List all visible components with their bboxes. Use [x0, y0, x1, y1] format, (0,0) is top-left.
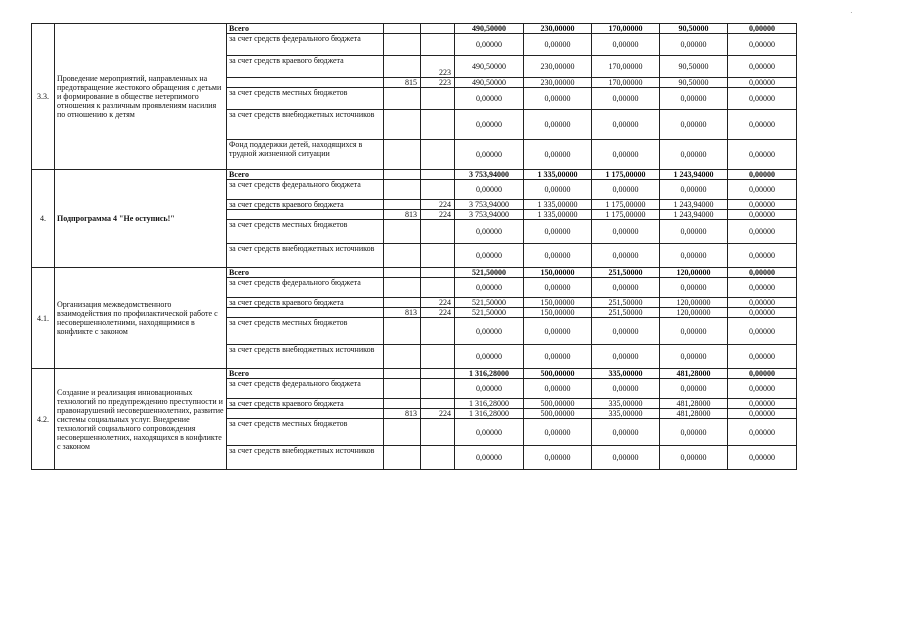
funding-source: Фонд поддержки детей, находящихся в трудной жизненной ситуации [227, 140, 384, 170]
funding-source: за счет средств краевого бюджета [227, 56, 384, 78]
amount-cell: 0,00000 [728, 170, 797, 180]
table-row [32, 369, 797, 379]
funding-source: Всего [227, 24, 384, 34]
grbs-code [384, 110, 421, 140]
funding-source: за счет средств внебюджетных источников [227, 345, 384, 369]
amount-cell: 0,00000 [455, 345, 524, 369]
grbs-code [384, 244, 421, 268]
grbs-code [384, 180, 421, 200]
funding-source: за счет средств краевого бюджета [227, 298, 384, 308]
row-index: 4. [32, 170, 55, 268]
amount-cell: 1 316,28000 [455, 399, 524, 409]
grbs-code [384, 140, 421, 170]
amount-cell: 0,00000 [660, 220, 728, 244]
amount-cell: 0,00000 [728, 210, 797, 220]
budget-sheet [31, 23, 797, 470]
amount-cell: 120,00000 [660, 298, 728, 308]
funding-source: Всего [227, 369, 384, 379]
amount-cell: 0,00000 [524, 220, 592, 244]
grbs-code [384, 419, 421, 446]
row-index: 4.2. [32, 369, 55, 470]
amount-cell: 1 316,28000 [455, 369, 524, 379]
amount-cell: 230,00000 [524, 24, 592, 34]
amount-cell: 0,00000 [660, 345, 728, 369]
activity-name: Создание и реализация инновационных технологий по предупреждению преступности и правонарушений несовершеннолетних, развитие системы социальных услуг. Внедрение технологий социального сопровождения несовершеннолетних, находящихся в конфликте с законом [55, 369, 227, 470]
funding-source: за счет средств внебюджетных источников [227, 244, 384, 268]
amount-cell: 251,50000 [592, 308, 660, 318]
amount-cell: 0,00000 [728, 24, 797, 34]
amount-cell: 0,00000 [728, 446, 797, 470]
amount-cell: 335,00000 [592, 369, 660, 379]
amount-cell: 0,00000 [592, 88, 660, 110]
amount-cell: 0,00000 [728, 140, 797, 170]
amount-cell: 0,00000 [455, 140, 524, 170]
amount-cell: 0,00000 [455, 419, 524, 446]
amount-cell: 0,00000 [728, 180, 797, 200]
funding-source [227, 210, 384, 220]
amount-cell: 0,00000 [524, 110, 592, 140]
amount-cell: 150,00000 [524, 308, 592, 318]
amount-cell: 490,50000 [455, 78, 524, 88]
amount-cell: 0,00000 [524, 140, 592, 170]
funding-source: за счет средств местных бюджетов [227, 220, 384, 244]
amount-cell: 0,00000 [455, 34, 524, 56]
amount-cell: 1 316,28000 [455, 409, 524, 419]
corner-mark: · [850, 8, 853, 17]
amount-cell: 481,28000 [660, 409, 728, 419]
amount-cell: 1 175,00000 [592, 210, 660, 220]
amount-cell: 0,00000 [660, 110, 728, 140]
amount-cell: 0,00000 [592, 220, 660, 244]
amount-cell: 0,00000 [728, 278, 797, 298]
funding-source: за счет средств местных бюджетов [227, 318, 384, 345]
activity-name: Проведение мероприятий, направленных на предотвращение жестокого обращения с детьми и формирование в обществе нетерпимого отношения к различным проявлениям насилия по отношению к детям [55, 24, 227, 170]
amount-cell: 490,50000 [455, 56, 524, 78]
section-code [421, 268, 455, 278]
amount-cell: 0,00000 [728, 308, 797, 318]
grbs-code [384, 24, 421, 34]
section-code [421, 446, 455, 470]
amount-cell: 0,00000 [524, 88, 592, 110]
amount-cell: 0,00000 [592, 180, 660, 200]
amount-cell: 90,50000 [660, 24, 728, 34]
amount-cell: 170,00000 [592, 24, 660, 34]
amount-cell: 251,50000 [592, 298, 660, 308]
funding-source: за счет средств краевого бюджета [227, 200, 384, 210]
section-code: 223 [421, 56, 455, 78]
amount-cell: 1 243,94000 [660, 170, 728, 180]
amount-cell: 0,00000 [524, 345, 592, 369]
amount-cell: 0,00000 [728, 244, 797, 268]
amount-cell: 335,00000 [592, 399, 660, 409]
amount-cell: 0,00000 [660, 379, 728, 399]
amount-cell: 3 753,94000 [455, 170, 524, 180]
grbs-code: 813 [384, 409, 421, 419]
amount-cell: 0,00000 [728, 220, 797, 244]
amount-cell: 0,00000 [455, 110, 524, 140]
amount-cell: 0,00000 [660, 180, 728, 200]
amount-cell: 0,00000 [524, 244, 592, 268]
funding-source: за счет средств внебюджетных источников [227, 110, 384, 140]
section-code [421, 244, 455, 268]
amount-cell: 0,00000 [592, 345, 660, 369]
amount-cell: 0,00000 [455, 88, 524, 110]
section-code [421, 318, 455, 345]
amount-cell: 0,00000 [660, 140, 728, 170]
amount-cell: 1 175,00000 [592, 200, 660, 210]
section-code [421, 170, 455, 180]
amount-cell: 0,00000 [455, 318, 524, 345]
amount-cell: 0,00000 [455, 180, 524, 200]
amount-cell: 150,00000 [524, 298, 592, 308]
amount-cell: 0,00000 [728, 345, 797, 369]
amount-cell: 0,00000 [455, 244, 524, 268]
grbs-code: 813 [384, 210, 421, 220]
amount-cell: 0,00000 [592, 140, 660, 170]
funding-source [227, 409, 384, 419]
amount-cell: 0,00000 [524, 34, 592, 56]
amount-cell: 335,00000 [592, 409, 660, 419]
amount-cell: 0,00000 [592, 34, 660, 56]
amount-cell: 0,00000 [524, 180, 592, 200]
grbs-code: 815 [384, 78, 421, 88]
amount-cell: 481,28000 [660, 399, 728, 409]
grbs-code [384, 318, 421, 345]
budget-table-body [32, 24, 797, 470]
amount-cell: 170,00000 [592, 78, 660, 88]
amount-cell: 0,00000 [728, 110, 797, 140]
amount-cell: 0,00000 [728, 369, 797, 379]
amount-cell: 0,00000 [728, 419, 797, 446]
amount-cell: 230,00000 [524, 78, 592, 88]
amount-cell: 0,00000 [592, 244, 660, 268]
grbs-code [384, 56, 421, 78]
section-code [421, 220, 455, 244]
amount-cell: 0,00000 [524, 419, 592, 446]
amount-cell: 1 243,94000 [660, 200, 728, 210]
amount-cell: 0,00000 [455, 379, 524, 399]
amount-cell: 500,00000 [524, 399, 592, 409]
grbs-code [384, 268, 421, 278]
funding-source: Всего [227, 268, 384, 278]
table-row [32, 24, 797, 34]
amount-cell: 90,50000 [660, 56, 728, 78]
budget-table [31, 23, 797, 470]
section-code: 224 [421, 210, 455, 220]
amount-cell: 1 335,00000 [524, 200, 592, 210]
section-code [421, 24, 455, 34]
amount-cell: 0,00000 [728, 318, 797, 345]
section-code: 223 [421, 78, 455, 88]
amount-cell: 0,00000 [592, 419, 660, 446]
amount-cell: 481,28000 [660, 369, 728, 379]
amount-cell: 0,00000 [524, 446, 592, 470]
grbs-code [384, 200, 421, 210]
section-code: 224 [421, 308, 455, 318]
amount-cell: 0,00000 [455, 278, 524, 298]
row-index: 4.1. [32, 268, 55, 369]
funding-source: за счет средств местных бюджетов [227, 88, 384, 110]
section-code [421, 180, 455, 200]
amount-cell: 1 335,00000 [524, 170, 592, 180]
amount-cell: 0,00000 [592, 278, 660, 298]
amount-cell: 120,00000 [660, 308, 728, 318]
table-row [32, 170, 797, 180]
amount-cell: 521,50000 [455, 308, 524, 318]
amount-cell: 0,00000 [728, 298, 797, 308]
grbs-code [384, 170, 421, 180]
amount-cell: 0,00000 [660, 318, 728, 345]
row-index: 3.3. [32, 24, 55, 170]
funding-source: Всего [227, 170, 384, 180]
funding-source: за счет средств федерального бюджета [227, 34, 384, 56]
amount-cell: 170,00000 [592, 56, 660, 78]
amount-cell: 0,00000 [455, 220, 524, 244]
amount-cell: 0,00000 [728, 409, 797, 419]
section-code [421, 110, 455, 140]
section-code [421, 88, 455, 110]
amount-cell: 0,00000 [660, 34, 728, 56]
amount-cell: 0,00000 [728, 200, 797, 210]
amount-cell: 490,50000 [455, 24, 524, 34]
section-code [421, 399, 455, 409]
grbs-code [384, 369, 421, 379]
amount-cell: 500,00000 [524, 369, 592, 379]
amount-cell: 0,00000 [592, 318, 660, 345]
amount-cell: 3 753,94000 [455, 210, 524, 220]
grbs-code [384, 220, 421, 244]
section-code [421, 369, 455, 379]
amount-cell: 0,00000 [660, 244, 728, 268]
amount-cell: 0,00000 [592, 110, 660, 140]
amount-cell: 0,00000 [728, 88, 797, 110]
funding-source [227, 78, 384, 88]
funding-source: за счет средств внебюджетных источников [227, 446, 384, 470]
table-row [32, 268, 797, 278]
amount-cell: 0,00000 [524, 379, 592, 399]
section-code [421, 140, 455, 170]
amount-cell: 0,00000 [728, 379, 797, 399]
section-code [421, 278, 455, 298]
amount-cell: 0,00000 [524, 278, 592, 298]
amount-cell: 90,50000 [660, 78, 728, 88]
amount-cell: 251,50000 [592, 268, 660, 278]
amount-cell: 0,00000 [455, 446, 524, 470]
activity-name: Организация межведомственного взаимодействия по профилактической работе с несовершеннолетними, находящимися в конфликте с законом [55, 268, 227, 369]
section-code: 224 [421, 200, 455, 210]
grbs-code [384, 278, 421, 298]
grbs-code [384, 345, 421, 369]
amount-cell: 0,00000 [660, 446, 728, 470]
funding-source [227, 308, 384, 318]
grbs-code [384, 399, 421, 409]
amount-cell: 0,00000 [660, 88, 728, 110]
amount-cell: 0,00000 [728, 78, 797, 88]
funding-source: за счет средств краевого бюджета [227, 399, 384, 409]
amount-cell: 0,00000 [728, 34, 797, 56]
amount-cell: 0,00000 [728, 268, 797, 278]
amount-cell: 0,00000 [524, 318, 592, 345]
amount-cell: 120,00000 [660, 268, 728, 278]
grbs-code: 813 [384, 308, 421, 318]
section-code [421, 419, 455, 446]
amount-cell: 0,00000 [728, 399, 797, 409]
amount-cell: 3 753,94000 [455, 200, 524, 210]
amount-cell: 500,00000 [524, 409, 592, 419]
section-code [421, 34, 455, 56]
section-code [421, 345, 455, 369]
amount-cell: 1 243,94000 [660, 210, 728, 220]
funding-source: за счет средств федерального бюджета [227, 379, 384, 399]
amount-cell: 521,50000 [455, 298, 524, 308]
amount-cell: 521,50000 [455, 268, 524, 278]
grbs-code [384, 298, 421, 308]
section-code [421, 379, 455, 399]
grbs-code [384, 379, 421, 399]
amount-cell: 0,00000 [660, 419, 728, 446]
activity-name: Подпрограмма 4 "Не оступись!" [55, 170, 227, 268]
amount-cell: 0,00000 [592, 379, 660, 399]
amount-cell: 0,00000 [728, 56, 797, 78]
amount-cell: 230,00000 [524, 56, 592, 78]
section-code: 224 [421, 298, 455, 308]
funding-source: за счет средств федерального бюджета [227, 180, 384, 200]
amount-cell: 0,00000 [592, 446, 660, 470]
grbs-code [384, 88, 421, 110]
funding-source: за счет средств федерального бюджета [227, 278, 384, 298]
funding-source: за счет средств местных бюджетов [227, 419, 384, 446]
grbs-code [384, 446, 421, 470]
amount-cell: 150,00000 [524, 268, 592, 278]
amount-cell: 1 175,00000 [592, 170, 660, 180]
amount-cell: 0,00000 [660, 278, 728, 298]
section-code: 224 [421, 409, 455, 419]
grbs-code [384, 34, 421, 56]
amount-cell: 1 335,00000 [524, 210, 592, 220]
